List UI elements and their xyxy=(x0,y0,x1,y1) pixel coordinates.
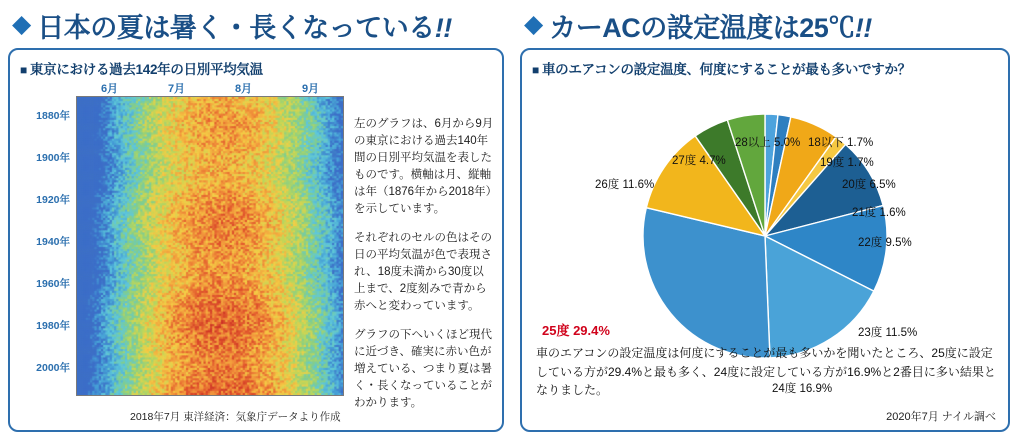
diamond-icon: ◆ xyxy=(524,9,544,38)
pie-label-25: 25度 29.4% xyxy=(542,323,610,338)
pie-label-23: 23度 11.5% xyxy=(858,327,918,339)
year-tick-6: 2000年 xyxy=(36,362,70,374)
heatmap-year-axis xyxy=(18,96,72,396)
heatmap-month-axis xyxy=(76,80,344,96)
left-title-main: 日本の夏は暑く・長くなっている xyxy=(37,12,435,43)
pie-chart-svg xyxy=(522,76,1008,386)
left-panel-title xyxy=(8,8,504,42)
heatmap-chart xyxy=(18,80,348,402)
panel-left xyxy=(8,8,504,432)
left-description-p3: グラフの下へいくほど現代に近づき、確実に赤い色が増えている、つまり夏は暑く・長くなっていることがわかります。 xyxy=(354,329,492,410)
year-tick-4: 1960年 xyxy=(36,278,70,290)
left-description xyxy=(354,116,494,424)
month-tick-1: 7月 xyxy=(167,83,186,95)
pie-label-28plus: 28以上 5.0% xyxy=(735,137,801,149)
year-tick-5: 1980年 xyxy=(36,320,70,332)
heatmap-canvas xyxy=(77,97,343,395)
pie-label-22: 22度 9.5% xyxy=(858,237,912,249)
left-card-heading xyxy=(10,50,502,80)
left-source-text: 2018年7月 東洋経済：気象庁データより作成 xyxy=(130,411,341,423)
right-panel-title xyxy=(520,8,1010,42)
left-card-heading-text: 東京における過去142年の日別平均気温 xyxy=(29,62,263,77)
pie-label-20: 20度 6.5% xyxy=(842,179,896,191)
right-card-heading-text: 車のエアコンの設定温度、何度にすることが最も多いですか？ xyxy=(541,62,911,77)
left-description-p1: 左のグラフは、6月から9月の東京における過去140年間の日別平均気温を表したものです。横軸は月、縦軸は年（1876年から2018年）を示しています。 xyxy=(354,118,494,216)
square-marker-icon: ■ xyxy=(532,63,539,77)
right-title-exclaim: !! xyxy=(854,12,872,43)
year-tick-1: 1900年 xyxy=(36,152,70,164)
month-tick-3: 9月 xyxy=(301,83,320,95)
year-tick-3: 1940年 xyxy=(36,236,70,248)
year-tick-2: 1920年 xyxy=(36,194,70,206)
right-title-text xyxy=(549,6,872,45)
pie-label-26: 26度 11.6% xyxy=(595,179,655,191)
panel-right xyxy=(520,8,1010,432)
diamond-icon: ◆ xyxy=(12,9,32,38)
square-marker-icon: ■ xyxy=(20,63,27,77)
month-tick-0: 6月 xyxy=(100,83,119,95)
pie-label-24: 24度 16.9% xyxy=(772,383,833,395)
pie-label-21: 21度 1.6% xyxy=(852,207,906,219)
pie-label-27: 27度 4.7% xyxy=(672,155,726,167)
right-source-text: 2020年7月 ナイル調べ xyxy=(886,411,996,423)
right-card xyxy=(520,48,1010,432)
left-title-text xyxy=(37,6,451,45)
month-tick-2: 8月 xyxy=(234,83,253,95)
pie-label-18minus: 18以下 1.7% xyxy=(808,137,874,149)
right-description: 車のエアコンの設定温度は何度にすることが最も多いかを聞いたところ、25度に設定している方が29.4%と最も多く、24度に設定している方が16.9%と2番目に多い結果となりました。 xyxy=(536,346,996,398)
year-tick-0: 1880年 xyxy=(36,110,70,122)
pie-label-19: 19度 1.7% xyxy=(820,157,874,169)
left-title-exclaim: !! xyxy=(434,12,452,43)
left-card xyxy=(8,48,504,432)
right-title-main: カーACの設定温度は25℃ xyxy=(549,12,855,43)
left-description-p2: それぞれのセルの色はその日の平均気温が色で表現され、18度未満から30度以上まで、2度刻みで青から赤へと変わっています。 xyxy=(354,232,492,313)
heatmap-plot-area xyxy=(76,96,344,396)
